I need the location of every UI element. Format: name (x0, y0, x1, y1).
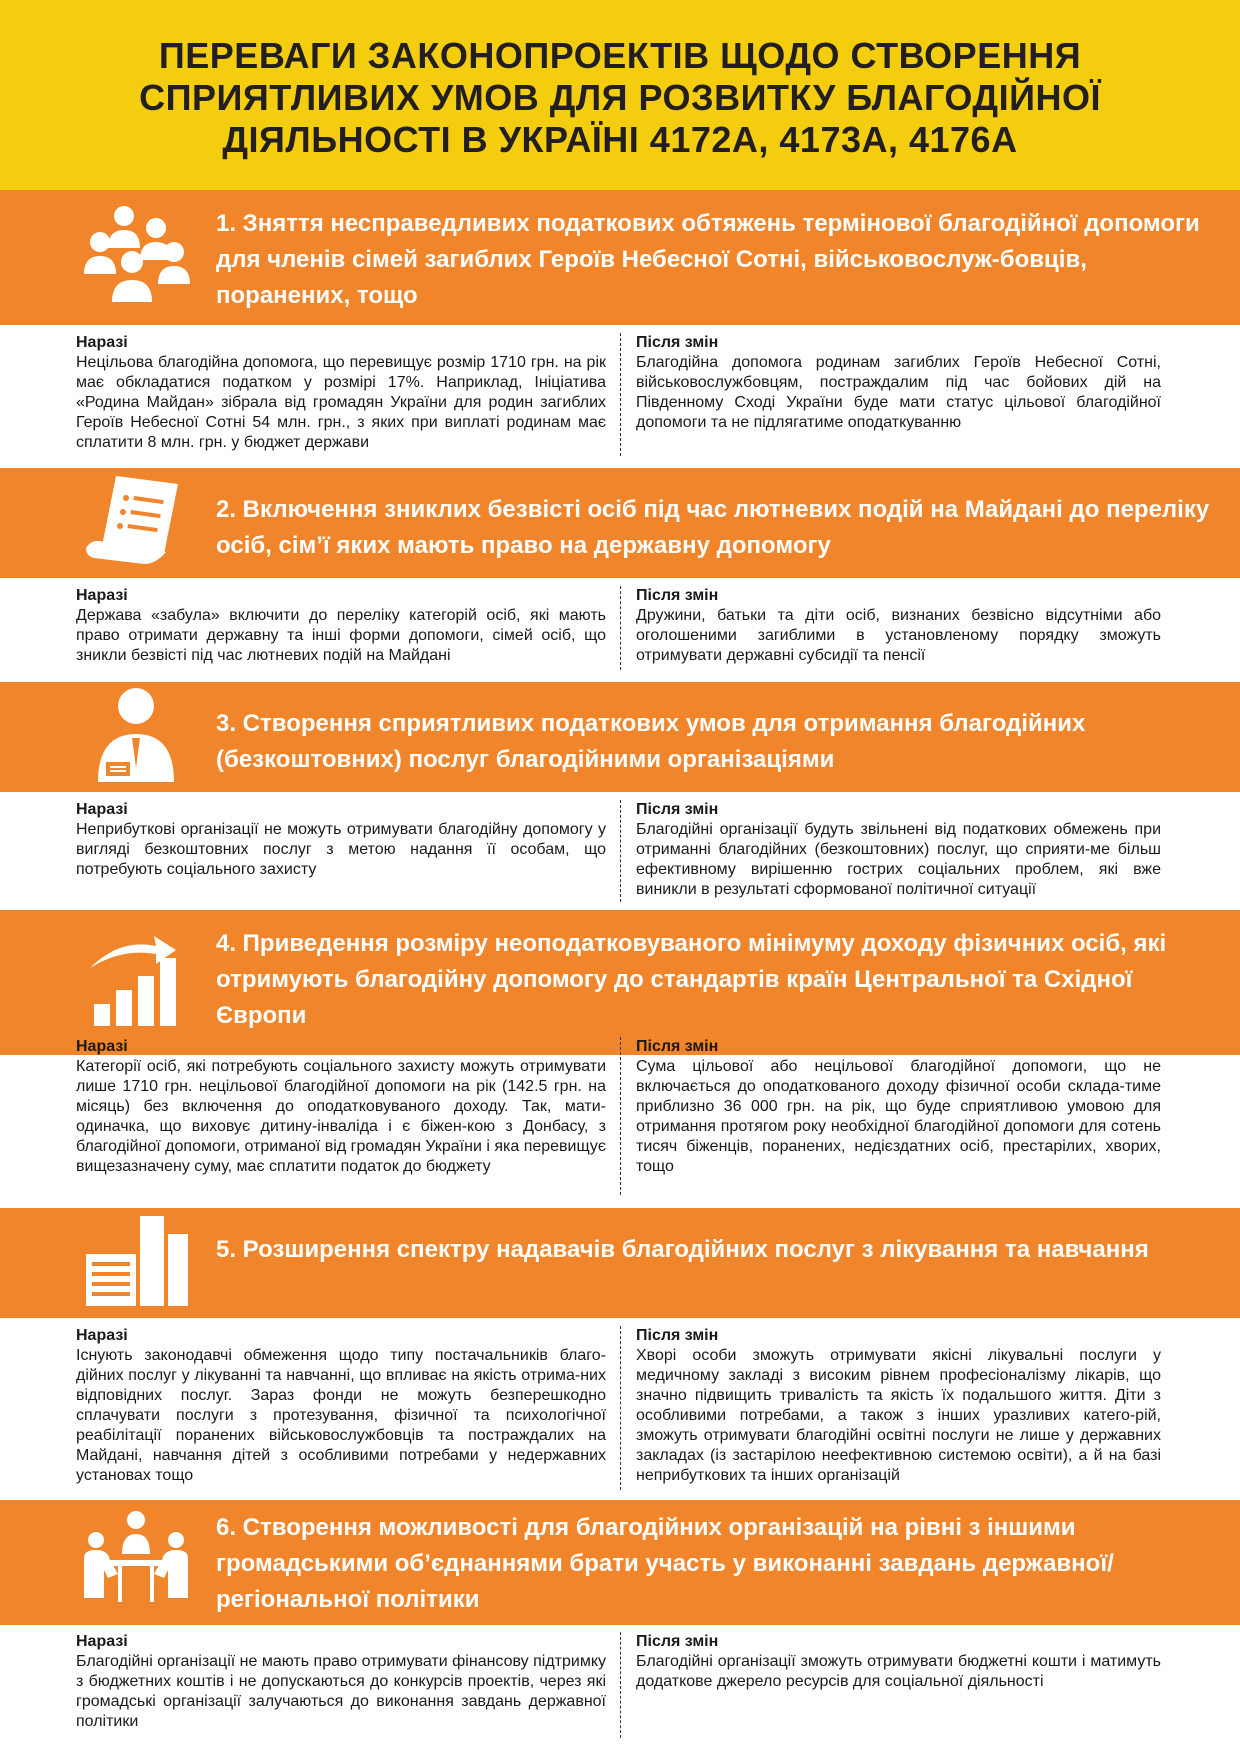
now-text: Існують законодавчі обмеження щодо типу постачальників благо-дійних послуг у лікуванні та навчанні, що впливає на якість отрима-них відповідних послуг. Зараз фонди не можуть безперешкодно сплачувати послуги з протезування, фізичної та психологічної реабілітації поранених військовослужбовців та постраждалих на Майдані, навчання дітей з особливими потребами у недержавних установах тощо (76, 1347, 606, 1484)
section-3-title: 3. Створення сприятливих податкових умов для отримання благодійних (безкоштовних) послуг благодійними організаціями (216, 710, 1086, 773)
people-group-icon (76, 202, 196, 312)
section-6-after (636, 1632, 1161, 1692)
after-text: Сума цільової або нецільової благодійної допомоги, що не включається до оподаткованого доходу фізичної особи склада-тиме приблизно 36 000 грн. на рік, що буде сприятливою умовою для отримання протягом року необхідної благодійної допомоги для сотень тисяч біженців, поранених, недієздатних осіб, престарілих, хворих, тощо (636, 1058, 1161, 1175)
section-6-now (76, 1632, 606, 1732)
now-label: Наразі (76, 334, 128, 351)
section-1-after (636, 333, 1161, 433)
after-text: Дружини, батьки та діти осіб, визнаних безвісно відсутніми або оголошеними загиблими в установленому порядку зможуть отримувати державні субсидії та пенсії (636, 607, 1161, 664)
after-label: Після змін (636, 334, 719, 351)
after-text: Благодійна допомога родинам загиблих Героїв Небесної Сотні, військовослужбовцям, постраждалим під час бойових дій на Південному Сході України буде мати статус цільової благодійної допомоги та не підлягатиме оподаткуванню (636, 354, 1161, 431)
after-label: Після змін (636, 1327, 719, 1344)
now-label: Наразі (76, 801, 128, 818)
official-person-icon (76, 682, 196, 792)
section-5-divider (620, 1326, 621, 1490)
section-1-divider (620, 333, 621, 456)
after-label: Після змін (636, 1038, 719, 1055)
after-label: Після змін (636, 1633, 719, 1650)
section-6-title: 6. Створення можливості для благодійних організацій на рівні з іншими громадськими об’єднаннями брати участь у виконанні завдань державної/регіональної політики (216, 1514, 1114, 1613)
section-4-title: 4. Приведення розміру неоподатковуваного мінімуму доходу фізичних осіб, які отримують благодійну допомогу до стандартів країн Центральної та Східної Європи (216, 930, 1167, 1029)
section-3-bar (0, 682, 1240, 792)
section-2-after (636, 586, 1161, 666)
section-2-now (76, 586, 606, 666)
section-1-now (76, 333, 606, 453)
page-header (0, 0, 1240, 190)
section-5-now (76, 1326, 606, 1486)
after-text: Хворі особи зможуть отримувати якісні лікувальні послуги у медичному закладі з високим рівнем професіоналізму лікарів, що значно підвищить тривалість та якість їх подальшого життя. Діти з особливими потребами, а також з інших уразливих катего-рій, зможуть отримувати благодійні освітні послуги не лише у державних закладах (із застарілою неефективною системою освіти), а й на базі неприбуткових та інших організацій (636, 1347, 1161, 1484)
after-label: Після змін (636, 587, 719, 604)
section-5-bar (0, 1208, 1240, 1318)
after-text: Благодійні організації зможуть отримувати бюджетні кошти і матимуть додаткове джерело ресурсів для соціальної діяльності (636, 1653, 1161, 1690)
after-label: Після змін (636, 801, 719, 818)
now-text: Категорії осіб, які потребують соціального захисту можуть отримувати лише 1710 грн. нецільової благодійної допомоги на рік (142.5 грн. на місяць) без включення до оподатковуваного доходу. Так, мати-одиначка, що виховує дитину-інваліда і є біжен-кою з Донбасу, з благодійної допомоги, отриманої від громадян України і яка перевищує вищезазначену суму, має сплатити податок до бюджету (76, 1058, 606, 1175)
section-4-divider (620, 1037, 621, 1195)
section-3-now (76, 800, 606, 880)
after-text: Благодійні організації будуть звільнені від податкових обмежень при отриманні благодійних (безкоштовних) послуг, що сприяти-ме більш ефективному вирішенню гострих соціальних проблем, які вже виникли в результаті сформованої політичної ситуації (636, 821, 1161, 898)
section-5-title: 5. Розширення спектру надавачів благодійних послуг з лікування та навчання (216, 1236, 1149, 1263)
section-4-bar (0, 910, 1240, 1055)
page-title: ПЕРЕВАГИ ЗАКОНОПРОЕКТІВ ЩОДО СТВОРЕННЯ СПРИЯТЛИВИХ УМОВ ДЛЯ РОЗВИТКУ БЛАГОДІЙНОЇ ДІЯЛЬНОСТІ В УКРАЇНІ 4172А, 4173А, 4176А (139, 35, 1101, 160)
now-text: Держава «забула» включити до переліку категорій осіб, які мають право отримати державну та інші форми допомоги, сімей осіб, що зникли безвісті під час лютневих подій на Майдані (76, 607, 606, 664)
now-text: Нецільова благодійна допомога, що перевищує розмір 1710 грн. на рік має обкладатися податком у розмірі 17%. Наприклад, Ініціатива «Родина Майдан» зібрала від громадян України для родин загиблих Героїв Небесної Сотні 54 млн. грн., з яких при виплаті родинам має сплатити 8 млн. грн. у бюджет держави (76, 354, 606, 451)
section-5-after (636, 1326, 1161, 1486)
section-6-divider (620, 1632, 621, 1738)
section-1-bar (0, 190, 1240, 325)
section-2-bar (0, 468, 1240, 578)
section-6-bar (0, 1500, 1240, 1625)
section-2-divider (620, 586, 621, 670)
section-4-after (636, 1037, 1161, 1177)
document-list-icon (76, 468, 196, 578)
section-1-title: 1. Зняття несправедливих податкових обтяжень термінової благодійної допомоги для членів сімей загиблих Героїв Небесної Сотні, військовослуж-бовців, поранених, тощо (216, 210, 1200, 309)
growth-chart-icon (76, 928, 196, 1038)
section-2-title: 2. Включення зниклих безвісті осіб під час лютневих подій на Майдані до переліку осіб, сім’ї яких мають право на державну допомогу (216, 496, 1210, 559)
now-text: Благодійні організації не мають право отримувати фінансову підтримку з бюджетних коштів і не допускаються до конкурсів проектів, через які громадські організації залучаються до виконання завдань державної політики (76, 1653, 606, 1730)
now-label: Наразі (76, 587, 128, 604)
now-label: Наразі (76, 1327, 128, 1344)
documents-stack-icon (76, 1210, 196, 1320)
now-label: Наразі (76, 1038, 128, 1055)
meeting-table-icon (76, 1508, 196, 1618)
section-4-now (76, 1037, 606, 1177)
section-3-divider (620, 800, 621, 902)
section-3-after (636, 800, 1161, 900)
now-label: Наразі (76, 1633, 128, 1650)
now-text: Неприбуткові організації не можуть отримувати благодійну допомогу у вигляді безкоштовних послуг з метою надання її особам, що потребують соціального захисту (76, 821, 606, 878)
